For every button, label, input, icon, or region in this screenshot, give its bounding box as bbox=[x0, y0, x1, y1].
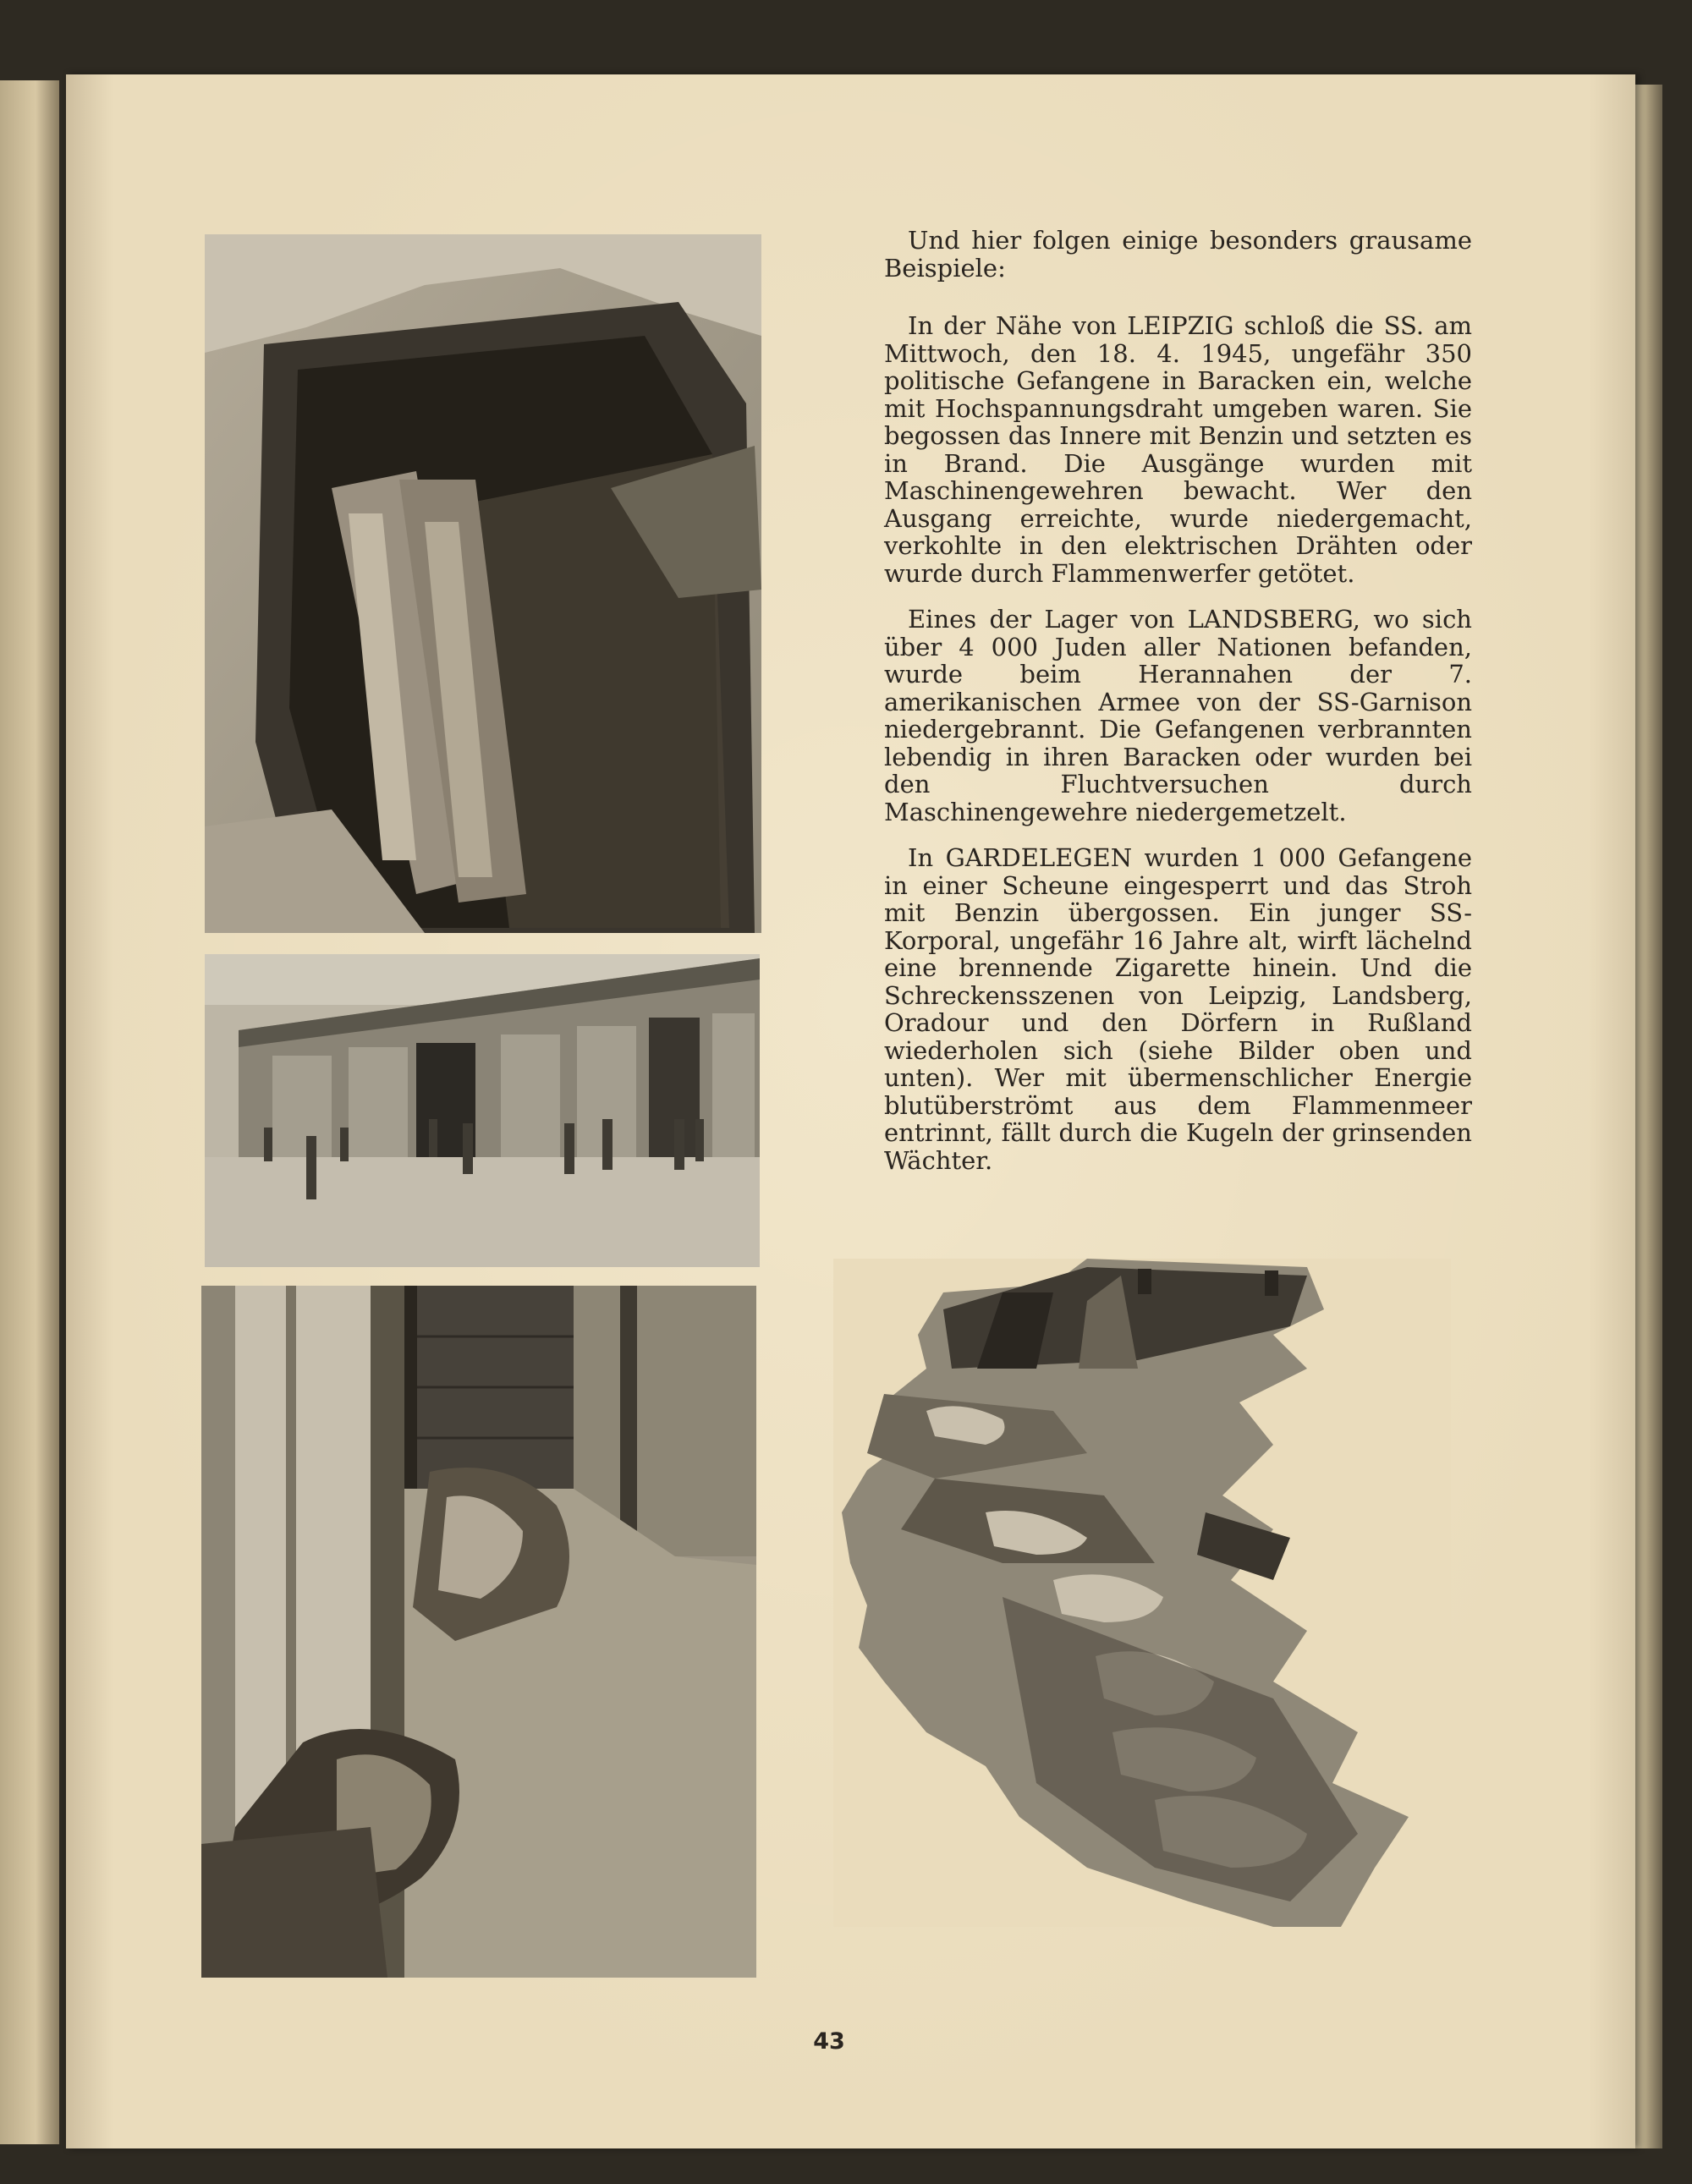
paragraph-landsberg: Eines der Lager von LANDSBERG, wo sich über 4 000 Juden aller Nationen befanden, wurde beim Herannahen der 7. amerikanischen Armee von der SS-Garnison niedergebrannt. Die Gefangenen verbrannten lebendig in ihren Baracken oder wurden bei den Fluchtversuchen durch Maschinengewehre niedergemetzelt. bbox=[884, 605, 1472, 826]
photo-pit-bodies bbox=[205, 234, 761, 933]
photo-barn-soldiers bbox=[205, 954, 760, 1267]
paragraph-gardelegen: In GARDELEGEN wurden 1 000 Gefangene in einer Scheune eingesperrt und das Stroh mit Benzin übergossen. Ein junger SS-Korporal, ungefähr 16 Jahre alt, wirft lächelnd eine brennende Zigarette hinein. Und die Schreckensszenen von Leipzig, Landsberg, Oradour und den Dörfern in Rußland wiederholen sich (siehe Bilder oben und unten). Wer mit übermenschlicher Energie blutüberströmt aus dem Flammenmeer entrinnt, fällt durch die Kugeln der grinsenden Wächter. bbox=[884, 843, 1472, 1175]
photo-burned-barracks-vignette bbox=[833, 1259, 1451, 1927]
intro-paragraph: Und hier folgen einige besonders grausame Beispiele: bbox=[884, 226, 1472, 283]
facing-page-edge bbox=[0, 80, 59, 2144]
photo-barn-doorway-bodies bbox=[201, 1286, 756, 1978]
page-number: 43 bbox=[813, 2028, 845, 2055]
paragraph-leipzig: In der Nähe von LEIPZIG schloß die SS. am Mittwoch, den 18. 4. 1945, ungefähr 350 politische Gefangene in Baracken ein, welche mit Hochspannungsdraht umgeben waren. Sie begossen das Innere mit Benzin und setzten es in Brand. Die Ausgänge wurden mit Maschinengewehren bewacht. Wer den Ausgang erreichte, wurde niedergemacht, verkohlte in den elektrischen Drähten oder wurde durch Flammenwerfer getötet. bbox=[884, 311, 1472, 588]
article-text bbox=[884, 227, 1472, 1193]
